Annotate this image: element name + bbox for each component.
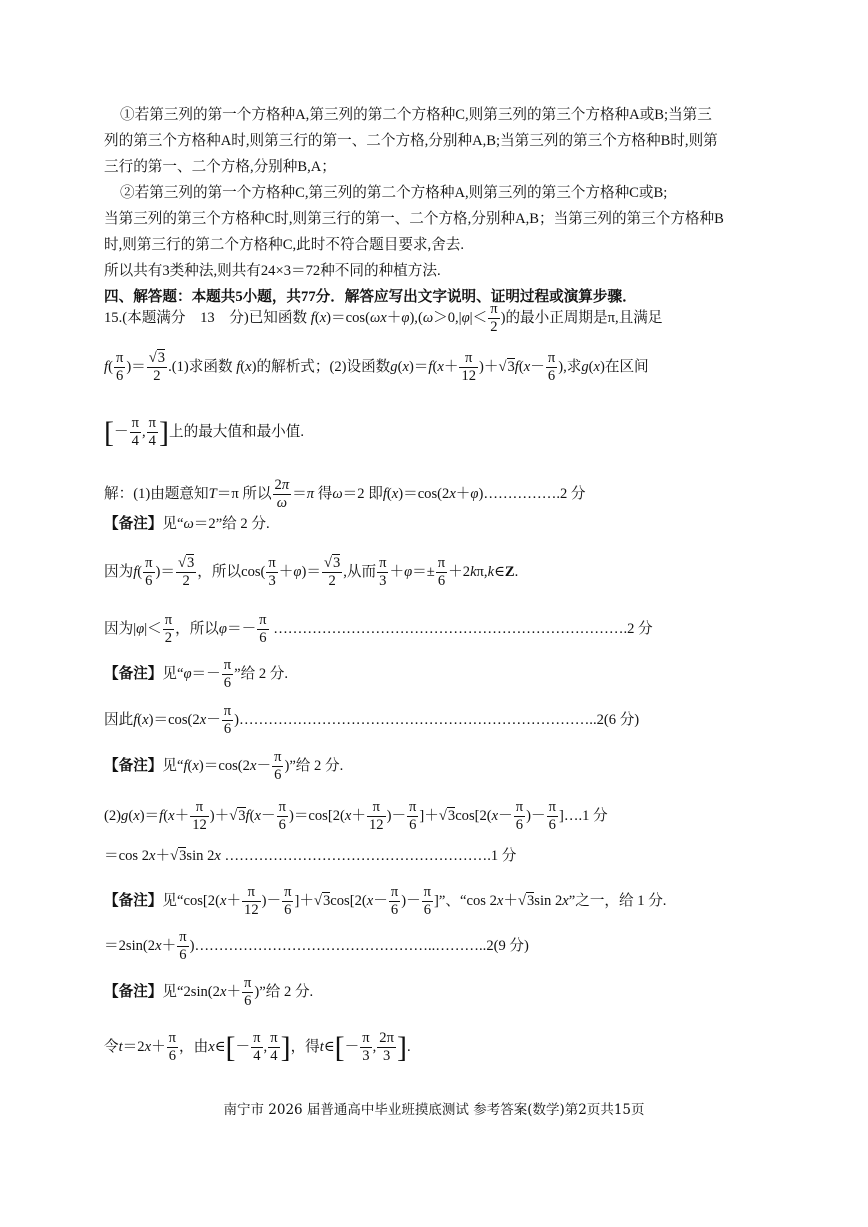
note-label: 【备注】 xyxy=(104,893,163,909)
note-sin-form: 【备注】见“2sin(2x＋ $\frac{\pi}{6}$ )”给 2 分. xyxy=(104,975,314,1010)
problem-question2-b: ,求 xyxy=(563,359,582,375)
paragraph-conclusion: 所以共有3类种法,则共有24×3＝72种不同的种植方法. xyxy=(104,263,441,279)
problem-question3: 上的最大值和最小值. xyxy=(169,424,305,440)
solution-step8-b: ，由 xyxy=(179,1039,209,1055)
solution-step3-b: ，所以 xyxy=(175,621,219,637)
note-open-quote: 见“ xyxy=(162,984,184,1000)
solution-line1: 解：(1)由题意知T＝π 所以 $\frac{2\pi}{\omega}$ ＝π 得ω＝2 即f(x)＝cos(2x＋φ)…………….2 分 xyxy=(104,477,586,512)
solution-step2-a: 因为 xyxy=(104,564,134,580)
solution-line3: 因为|φ|＜ $\frac{\pi}{2}$ ，所以φ＝－ $\frac{\pi}{6}$ ……………………………………………………………….2 分 xyxy=(104,612,653,647)
note-label: 【备注】 xyxy=(104,516,163,532)
solution-step4-a: 因此 xyxy=(104,712,134,728)
problem-question1: .(1)求函数 xyxy=(168,359,233,375)
solution-step8-c: ，得 xyxy=(290,1039,320,1055)
note-open-quote: 见“ xyxy=(162,758,184,774)
paragraph-case1-line3: 三行的第一、二个方格,分别种B,A； xyxy=(104,159,336,175)
problem-condition: 的最小正周期是π,且满足 xyxy=(505,310,663,326)
note-score: ”给 2 分. xyxy=(234,666,289,682)
note-open-quote: 见“ xyxy=(162,666,184,682)
note-score: ”给 2 分. xyxy=(259,984,314,1000)
solution-line2: 因为f( $\frac{\pi}{6}$ )＝ $\frac{√3}{2}$ ，所以cos( $\frac{\pi}{3}$ ＋φ)＝ $\frac{√3}{2}$ ,从而 $\frac{\pi}{3}$ ＋φ＝± $\frac{\pi}{6}$ ＋2kπ,k∈Z. xyxy=(104,555,519,590)
score-step1: …………….2 分 xyxy=(483,486,586,502)
score-step5: ….1 分 xyxy=(563,808,608,824)
note-label: 【备注】 xyxy=(104,666,163,682)
solution-line6: ＝cos 2x＋√3sin 2x ……………………………………………….1 分 xyxy=(104,848,517,864)
solution-step2-c: ,从而 xyxy=(343,564,377,580)
problem-statement-line2: f( $\frac{\pi}{6}$ )＝ $\frac{√3}{2}$ .(1)求函数 f(x)的解析式；(2)设函数g(x)＝f(x＋ $\frac{\pi}{12}$ )＋√3f(x－ $\frac{\pi}{6}$ ),求g(x)在区间 xyxy=(104,350,649,385)
note-g-expansion: 【备注】见“cos[2(x＋ $\frac{\pi}{12}$ )－ $\frac{\pi}{6}$ ]＋√3cos[2(x－ $\frac{\pi}{6}$ )－ $\frac{\pi}{6}$ ]”、“cos 2x＋√3sin 2x”之一，给 1 分. xyxy=(104,884,667,919)
solution-line4: 因此f(x)＝cos(2x－ $\frac{\pi}{6}$ )………………………………………………………………..2(6 分) xyxy=(104,703,640,738)
note-label: 【备注】 xyxy=(104,758,163,774)
solution-step2-b: ，所以 xyxy=(197,564,242,580)
solution-step1-c: 得 xyxy=(317,486,333,502)
note-omega: 【备注】见“ω＝2”给 2 分. xyxy=(104,516,270,532)
note-label: 【备注】 xyxy=(104,984,163,1000)
paragraph-case1-line2: 列的第三个方格种A时,则第三行的第一、二个方格,分别种A,B;当第三列的第三个方格种B时,则第 xyxy=(104,133,718,149)
problem-question1-b: 的解析式；(2)设函数 xyxy=(256,359,391,375)
section-heading: 四、解答题：本题共5小题，共77分．解答应写出文字说明、证明过程或演算步骤． xyxy=(104,289,637,305)
solution-step1-d: 即 xyxy=(368,486,383,502)
note-score: ”之一，给 1 分. xyxy=(568,893,667,909)
solution-step1-b: 所以 xyxy=(242,486,272,502)
score-step7: …………………………………………..………..2(9 分) xyxy=(194,938,529,954)
page-footer: 南宁市 2026 届普通高中毕业班摸底测试 参考答案(数学)第2页共15页 xyxy=(223,1102,645,1118)
note-open-quote: 见“ xyxy=(162,893,184,909)
paragraph-case1-line1: ①若第三列的第一个方格种A,第三列的第二个方格种C,则第三列的第三个方格种A或B;当第三 xyxy=(120,107,712,123)
note-separator: ”、“ xyxy=(438,893,467,909)
problem-question2-c: 在区间 xyxy=(604,359,649,375)
paragraph-case2-line1: ②若第三列的第一个方格种C,第三列的第二个方格种A,则第三列的第三个方格种C或B; xyxy=(120,185,668,201)
solution-step1-a: 解：(1)由题意知 xyxy=(104,486,209,502)
solution-step5-a: (2) xyxy=(104,808,122,824)
solution-step3-a: 因为 xyxy=(104,621,134,637)
solution-line5: (2)g(x)＝f(x＋ $\frac{\pi}{12}$ )＋√3f(x－ $\frac{\pi}{6}$ )＝cos[2(x＋ $\frac{\pi}{12}$ )－ $\frac{\pi}{6}$ ]＋√3cos[2(x－ $\frac{\pi}{6}$ )－ $\frac{\pi}{6}$ ]….1 分 xyxy=(104,799,608,834)
solution-line8: 令t＝2x＋ $\frac{\pi}{6}$ ，由x∈[－ $\frac{\pi}{4}$ , $\frac{\pi}{4}$ ]，得t∈[－ $\frac{\pi}{3}$ , $\frac{2\pi}{3}$ ]. xyxy=(104,1030,411,1065)
score-step3: ……………………………………………………………….2 分 xyxy=(273,621,653,637)
note-open-quote: 见“ xyxy=(162,516,184,532)
paragraph-case2-line3: 时,则第三行的第二个方格种C,此时不符合题目要求,舍去. xyxy=(104,237,464,253)
formula-f-definition: f xyxy=(310,310,315,326)
solution-line7: ＝2sin(2x＋ $\frac{\pi}{6}$ )…………………………………………..………..2(9 分) xyxy=(104,929,529,964)
score-step4: ………………………………………………………………..2(6 分) xyxy=(239,712,640,728)
paragraph-case2-line2: 当第三列的第三个方格种C时,则第三行的第一、二个方格,分别种A,B；当第三列的第三个方格种B xyxy=(104,211,724,227)
note-f-expression: 【备注】见“f(x)＝cos(2x－ $\frac{\pi}{6}$ )”给 2 分. xyxy=(104,749,344,784)
problem-statement-line1: 15.(本题满分 13 分)已知函数 f(x)＝cos(ωx＋φ),(ω＞0,|φ|＜ $\frac{\pi}{2}$ )的最小正周期是π,且满足 xyxy=(104,301,663,336)
note-phi: 【备注】见“φ＝－ $\frac{\pi}{6}$ ”给 2 分. xyxy=(104,657,289,692)
solution-step8-a: 令 xyxy=(104,1039,119,1055)
problem-intro: 15.(本题满分 13 分)已知函数 xyxy=(104,310,308,326)
score-step6: ……………………………………………….1 分 xyxy=(224,848,517,864)
problem-statement-line3: [－ $\frac{\pi}{4}$ , $\frac{\pi}{4}$ ]上的最大值和最小值. xyxy=(104,415,305,450)
note-score: ”给 2 分. xyxy=(215,516,270,532)
note-score: ”给 2 分. xyxy=(289,758,344,774)
